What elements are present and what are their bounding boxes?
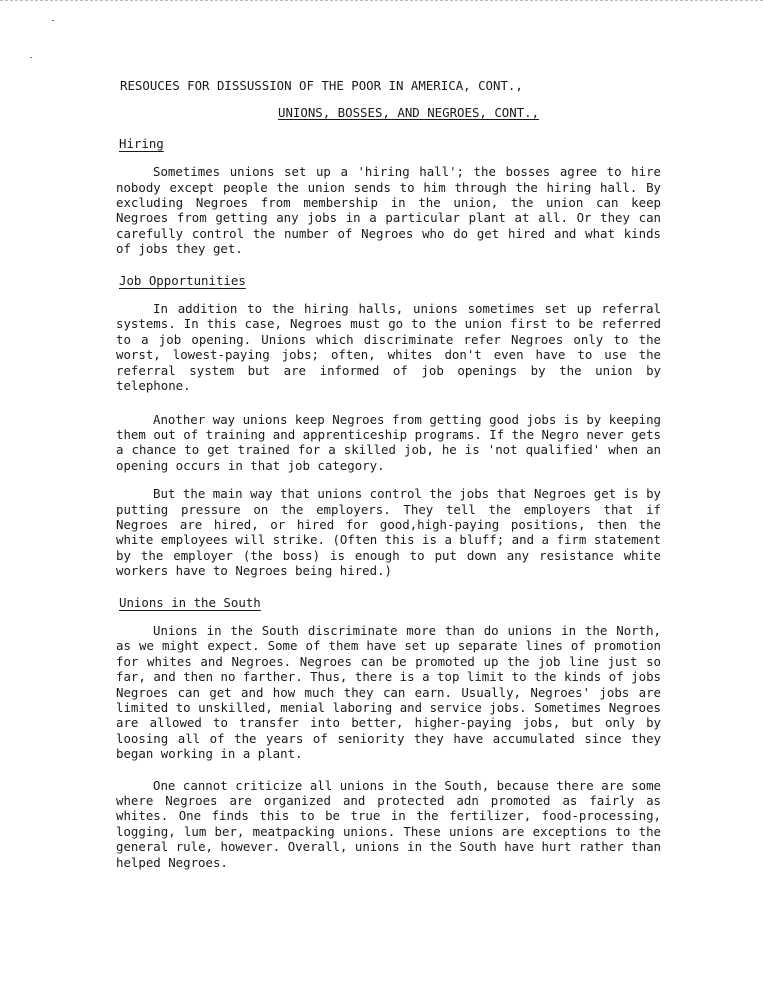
section-heading: Job Opportunities [119,272,246,288]
scan-speck [52,20,54,21]
document-title: RESOUCES FOR DISSUSSION OF THE POOR IN AMERICA, CONT., [120,78,523,93]
section-job-opportunities [116,273,661,579]
document-page [116,78,661,883]
paragraph: But the main way that unions control the jobs that Negroes get is by putting pressure on the employers. They tell the employers that if Negroes are hired, or hired for good,high-paying positions, then the white employees will strike. (Often this is a bluff; and a firm statement by the employer (the boss) is enough to put down any resistance white workers have to Negroes being hired.) [116,486,661,579]
section-hiring [116,136,661,257]
paragraph: One cannot criticize all unions in the South, because there are some where Negroes are organized and protected adn promoted as fairly as whites. One finds this to be true in the fertilizer, food-processing, logging, lum ber, meatpacking unions. These unions are exceptions to the general rule, however. Overall, unions in the South have hurt rather than helped Negroes. [116,777,661,870]
section-heading: Hiring [119,135,164,151]
paragraph: Sometimes unions set up a 'hiring hall'; the bosses agree to hire nobody except people the union sends to him through the hiring hall. By excluding Negroes from membership in the union, the union can keep Negroes from getting any jobs in a particular plant at all. Or they can carefully control the number of Negroes who do get hired and what kinds of jobs they get. [116,164,661,257]
paragraph: Another way unions keep Negroes from getting good jobs is by keeping them out of training and apprenticeship programs. If the Negro never gets a chance to get trained for a skilled job, he is 'not qualified' when an opening occurs in that job category. [116,411,661,473]
page-top-edge [0,0,763,5]
document-subtitle: UNIONS, BOSSES, AND NEGROES, CONT., [278,105,540,121]
paragraph: Unions in the South discriminate more than do unions in the North, as we might expect. Some of them have set up separate lines of promotion for whites and Negroes. Negroes can be promoted up the job line just so far, and then no farther. Thus, there is a top limit to the kinds of jobs Negroes can get and how much they can earn. Usually, Negroes' jobs are limited to unskilled, menial laboring and service jobs. Sometimes Negroes are allowed to transfer into better, higher-paying jobs, but only by loosing all of the years of seniority they have accumulated since they began working in a plant. [116,622,661,762]
section-unions-in-the-south [116,595,661,871]
scan-speck [30,57,32,58]
paragraph: In addition to the hiring halls, unions sometimes set up referral systems. In this case, Negroes must go to the union first to be referred to a job opening. Unions which discriminate refer Negroes only to the worst, lowest-paying jobs; often, whites don't even have to use the referral system but are informed of job openings by the union by telephone. [116,301,661,394]
section-heading: Unions in the South [119,594,261,610]
